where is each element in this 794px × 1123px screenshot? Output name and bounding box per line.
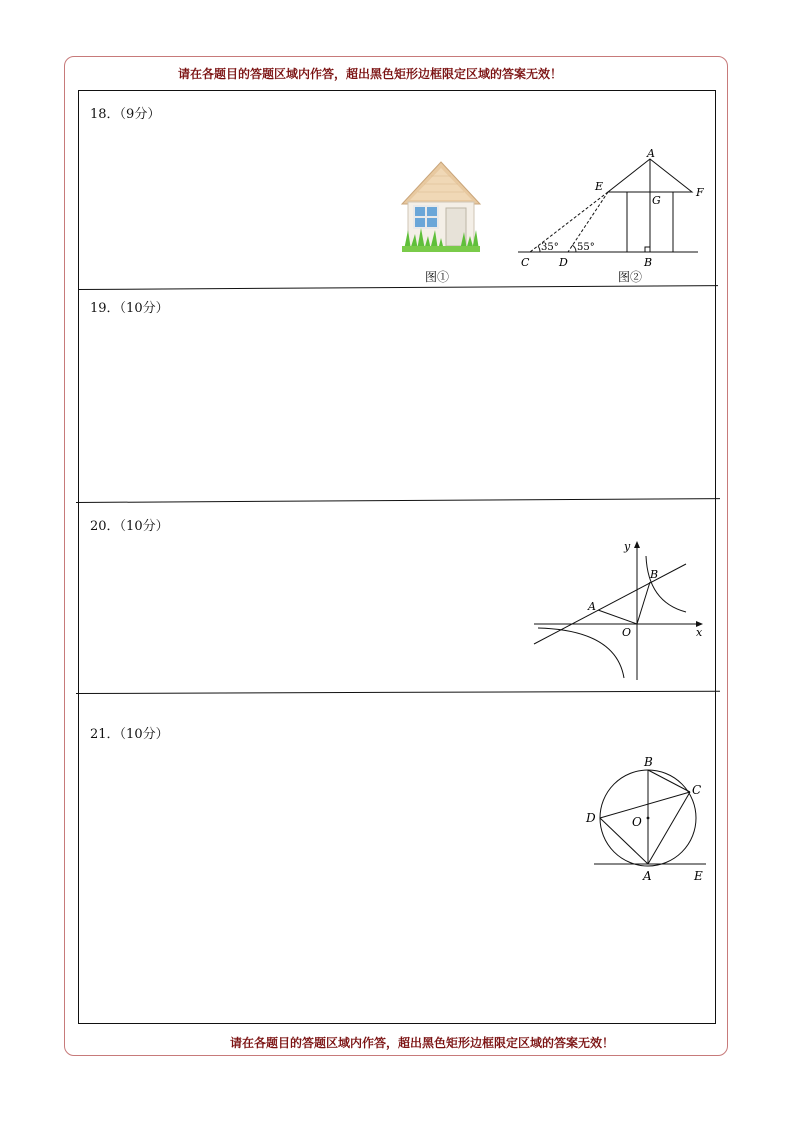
label-y: y [624, 540, 631, 553]
angle-arc-d [572, 245, 576, 252]
right-angle-mark [645, 247, 650, 252]
angle-35: 35° [541, 242, 559, 253]
point-b: B [644, 256, 653, 269]
chord-dc [600, 792, 690, 818]
question-18-label: 18．（9分） [90, 107, 161, 122]
label-a: A [643, 869, 652, 883]
notice-top: 请在各题目的答题区域内作答，超出黑色矩形边框限定区域的答案无效！ [178, 67, 563, 81]
center-dot [647, 817, 650, 820]
notice-bottom: 请在各题目的答题区域内作答，超出黑色矩形边框限定区域的答案无效！ [230, 1036, 615, 1050]
hyperbola-branch-1 [646, 556, 686, 612]
line-ab [534, 564, 686, 644]
house-illustration [400, 160, 482, 256]
figure-1-caption: 图① [425, 270, 450, 284]
point-f: F [696, 186, 704, 199]
label-b: B [650, 568, 659, 581]
point-a: A [647, 147, 655, 160]
segment-oa [598, 610, 637, 624]
angle-55: 55° [577, 242, 595, 253]
label-x: x [696, 626, 703, 639]
q20-figure [530, 536, 710, 686]
question-20-label: 20．（10分） [90, 519, 169, 534]
label-o: O [622, 626, 632, 639]
label-o: O [632, 815, 642, 829]
question-21-label: 21．（10分） [90, 727, 169, 742]
point-e: E [595, 180, 604, 193]
q18-figure-2 [510, 146, 710, 270]
figure-2-caption: 图② [618, 270, 643, 284]
q21-figure [584, 752, 710, 886]
label-b: B [644, 755, 653, 769]
point-c: C [521, 256, 530, 269]
question-19-label: 19．（10分） [90, 301, 169, 316]
chord-bc [648, 770, 690, 792]
label-d: D [586, 811, 596, 825]
point-g: G [652, 194, 661, 207]
point-d: D [559, 256, 568, 269]
angle-arc-c [538, 246, 540, 252]
label-c: C [692, 783, 702, 797]
label-e: E [694, 869, 703, 883]
label-a: A [588, 600, 596, 613]
